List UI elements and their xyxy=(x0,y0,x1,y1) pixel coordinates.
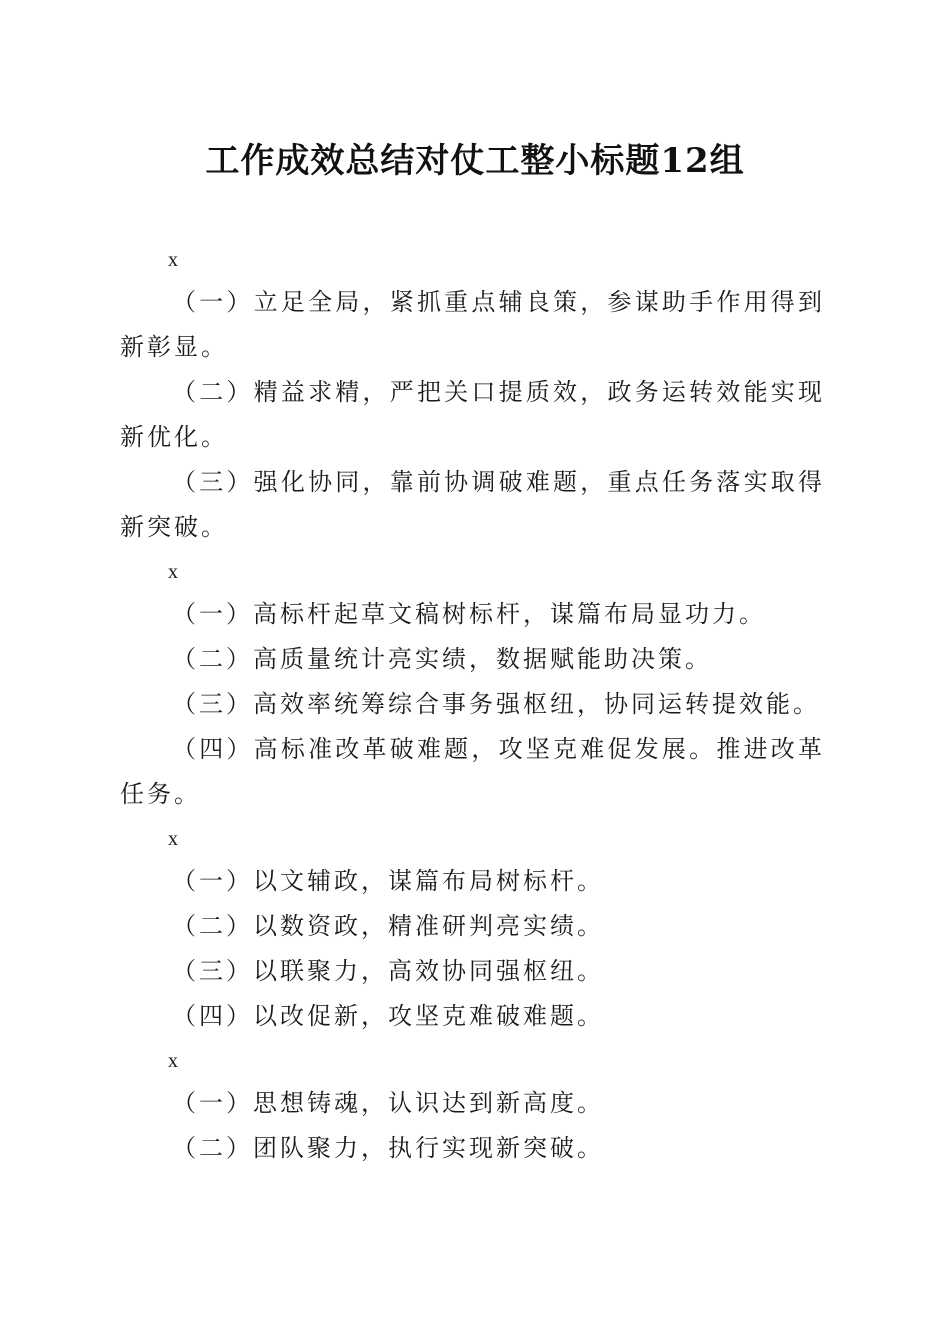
group-3-item-4: （四）以改促新，攻坚克难破难题。 xyxy=(172,1002,604,1030)
group-2-item-3: （三）高效率统筹综合事务强枢纽，协同运转提效能。 xyxy=(172,690,820,718)
group-marker: x xyxy=(168,828,178,850)
group-marker: x xyxy=(168,1050,178,1072)
group-3-item-3: （三）以联聚力，高效协同强枢纽。 xyxy=(172,957,604,985)
group-2-item-4: （四）高标准改革破难题，攻坚克难促发展。推进改革任务。 xyxy=(120,735,825,808)
group-1-item-1: （一）立足全局，紧抓重点辅良策，参谋助手作用得到新彰显。 xyxy=(120,288,825,361)
group-2-item-1: （一）高标杆起草文稿树标杆，谋篇布局显功力。 xyxy=(172,600,766,628)
document-body xyxy=(120,240,825,1171)
group-3-item-1: （一）以文辅政，谋篇布局树标杆。 xyxy=(172,867,604,895)
group-4-item-1: （一）思想铸魂，认识达到新高度。 xyxy=(172,1089,604,1117)
group-2-item-2: （二）高质量统计亮实绩，数据赋能助决策。 xyxy=(172,645,712,673)
group-marker: x xyxy=(168,561,178,583)
group-4-item-2: （二）团队聚力，执行实现新突破。 xyxy=(172,1134,604,1162)
group-1-item-2: （二）精益求精，严把关口提质效，政务运转效能实现新优化。 xyxy=(120,378,825,451)
group-marker: x xyxy=(168,249,178,271)
document-title: 工作成效总结对仗工整小标题12组 xyxy=(205,141,745,181)
group-3-item-2: （二）以数资政，精准研判亮实绩。 xyxy=(172,912,604,940)
group-1-item-3: （三）强化协同，靠前协调破难题，重点任务落实取得新突破。 xyxy=(120,468,825,541)
